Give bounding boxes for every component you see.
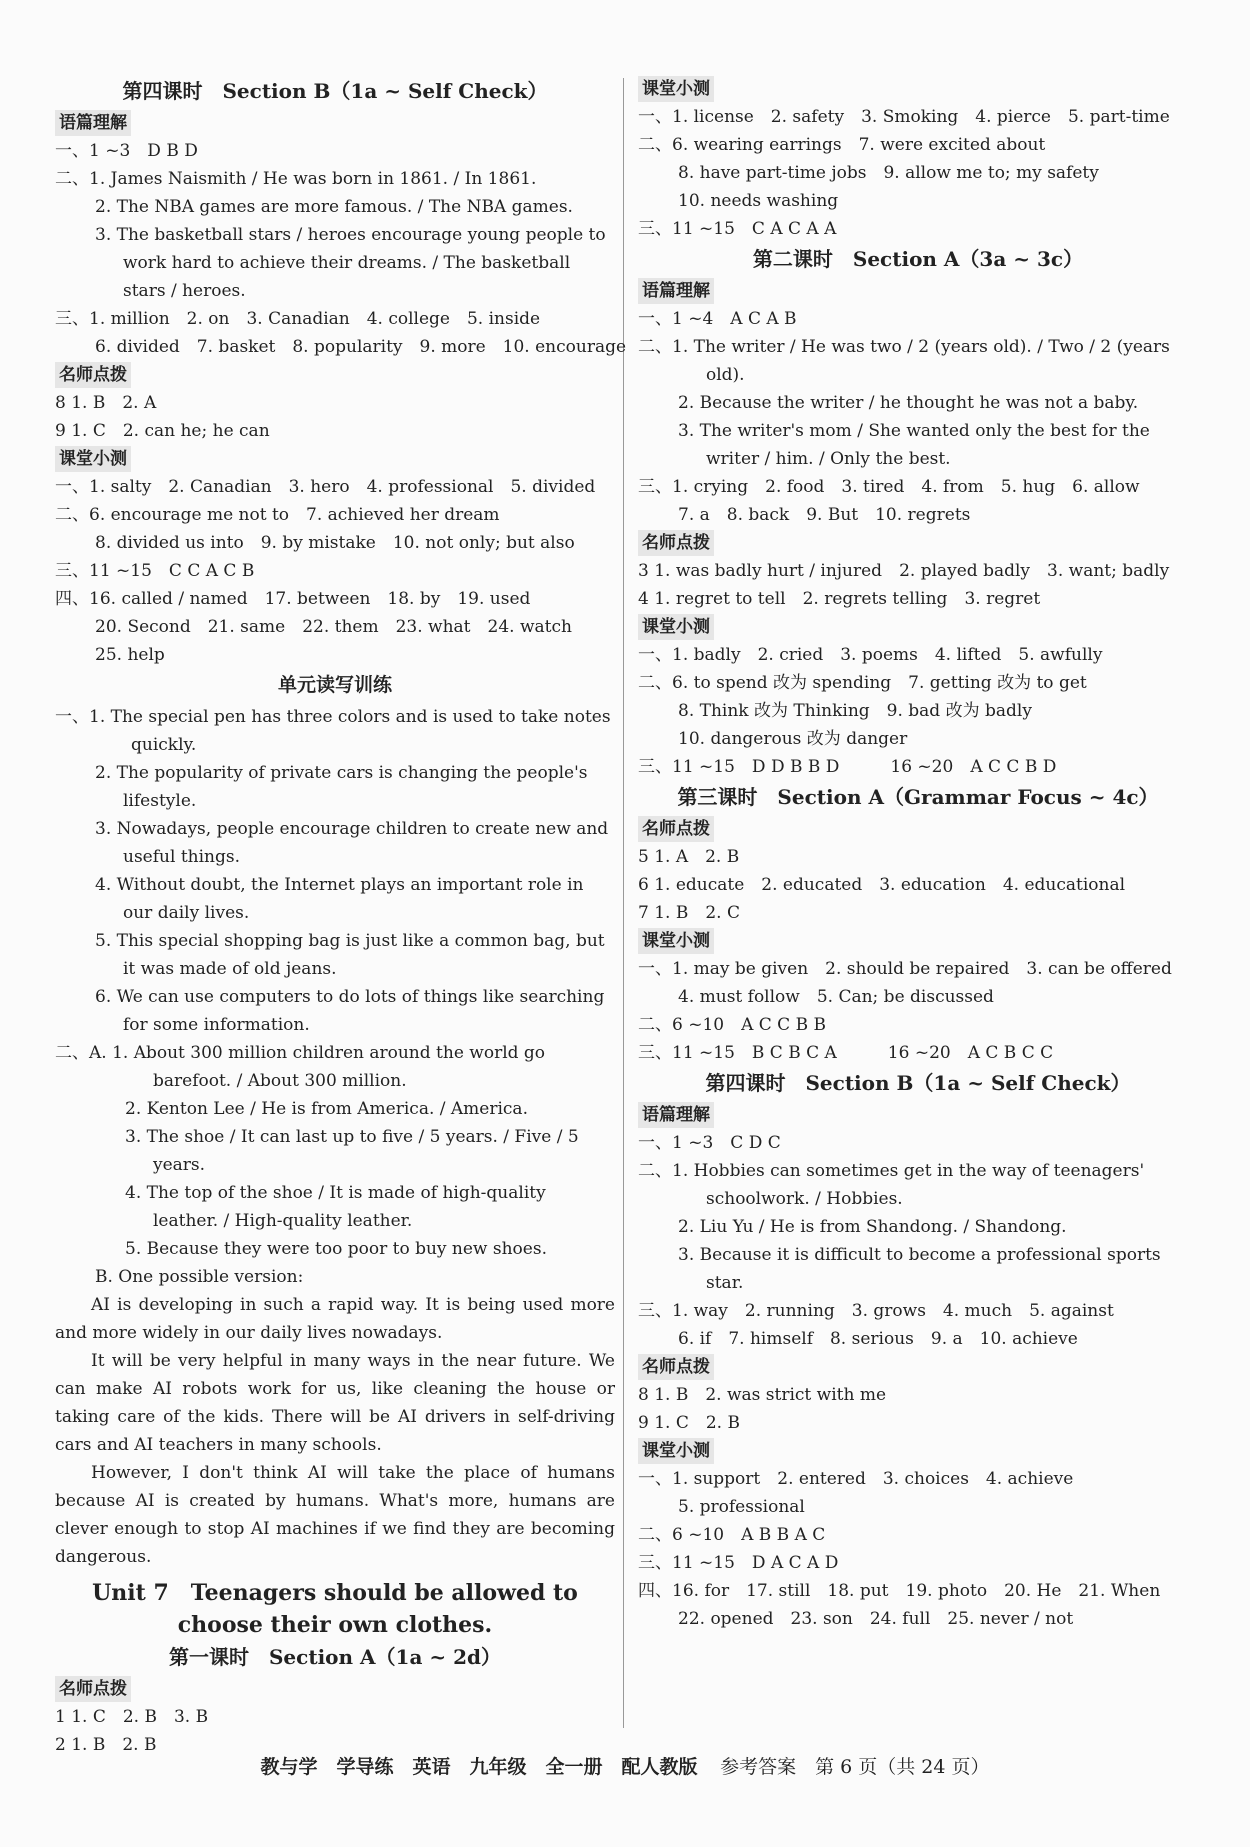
answer-line: 一、1. The special pen has three colors and is used to take notes quickly. xyxy=(55,707,611,755)
answer-line: 2. The popularity of private cars is changing the people's lifestyle. xyxy=(95,763,588,811)
unit-title-line: choose their own clothes. xyxy=(177,1612,493,1638)
answer-line: 一、1. license 2. safety 3. Smoking 4. pierce 5. part-time xyxy=(638,107,1170,127)
answer-line: 2. Because the writer / he thought he was not a baby. xyxy=(678,393,1139,413)
answer-line: 8 1. B 2. A xyxy=(55,393,157,413)
answer-line: 2 1. B 2. B xyxy=(55,1735,157,1755)
answer-line: 3 1. was badly hurt / injured 2. played badly 3. want; badly xyxy=(638,561,1170,581)
answer-line: 4. must follow 5. Can; be discussed xyxy=(678,987,994,1007)
answer-line: 7. a 8. back 9. But 10. regrets xyxy=(678,505,971,525)
section-label: 课堂小测 xyxy=(638,928,714,954)
answer-line: 3. The shoe / It can last up to five / 5 years. / Five / 5 years. xyxy=(125,1127,579,1175)
answer-line: 9 1. C 2. B xyxy=(638,1413,740,1433)
answer-line: 二、A. 1. About 300 million children around the world go barefoot. / About 300 million. xyxy=(55,1043,546,1091)
section-label: 名师点拨 xyxy=(55,1676,131,1702)
answer-line: 二、6. to spend 改为 spending 7. getting 改为 to get xyxy=(638,673,1087,693)
answer-line: 5 1. A 2. B xyxy=(638,847,740,867)
answer-line: 8. divided us into 9. by mistake 10. not only; but also xyxy=(95,533,575,553)
answer-line: 二、6 ~10 A B B A C xyxy=(638,1525,826,1545)
unit-title xyxy=(55,1577,615,1641)
answer-line: 三、1. million 2. on 3. Canadian 4. college 5. inside xyxy=(55,309,541,329)
answer-line: 6. divided 7. basket 8. popularity 9. more 10. encourage xyxy=(95,337,627,357)
answer-line: 7 1. B 2. C xyxy=(638,903,740,923)
answer-line: 1 1. C 2. B 3. B xyxy=(55,1707,209,1727)
unit-title-line: Unit 7 Teenagers should be allowed to xyxy=(92,1580,578,1606)
answer-line: 二、6. wearing earrings 7. were excited about xyxy=(638,135,1046,155)
answer-line: 一、1. support 2. entered 3. choices 4. achieve xyxy=(638,1469,1074,1489)
answer-line: 6. if 7. himself 8. serious 9. a 10. achieve xyxy=(678,1329,1078,1349)
answer-line: 一、1 ~4 A C A B xyxy=(638,309,797,329)
answer-line: 四、16. called / named 17. between 18. by 19. used xyxy=(55,589,531,609)
column-divider xyxy=(623,78,624,1728)
answer-line: 三、11 ~15 D A C A D xyxy=(638,1553,839,1573)
answer-line: 三、1. way 2. running 3. grows 4. much 5. against xyxy=(638,1301,1114,1321)
answer-line: 三、11 ~15 C C A C B xyxy=(55,561,255,581)
answer-line: 25. help xyxy=(95,645,165,665)
right-column xyxy=(638,75,1198,1633)
answer-line: 二、6. encourage me not to 7. achieved her dream xyxy=(55,505,500,525)
section-label: 名师点拨 xyxy=(638,816,714,842)
answer-line: 4. The top of the shoe / It is made of high-quality leather. / High-quality leather. xyxy=(125,1183,546,1231)
section-label: 名师点拨 xyxy=(638,1354,714,1380)
essay-paragraph: It will be very helpful in many ways in the near future. We can make AI robots work for us, like cleaning the house or taking care of the kids. There will be AI drivers in self-driving cars and AI teachers in many schools. xyxy=(55,1351,615,1455)
answer-line: 2. Liu Yu / He is from Shandong. / Shandong. xyxy=(678,1217,1067,1237)
answer-line: 一、1. badly 2. cried 3. poems 4. lifted 5. awfully xyxy=(638,645,1103,665)
answer-line: 8 1. B 2. was strict with me xyxy=(638,1385,887,1405)
answer-line: B. One possible version: xyxy=(95,1267,304,1287)
section-label: 语篇理解 xyxy=(638,1102,714,1128)
section-label: 课堂小测 xyxy=(638,614,714,640)
answer-line: 3. The basketball stars / heroes encourage young people to work hard to achieve their dreams. / The basketball stars / heroes. xyxy=(95,225,606,301)
answer-line: 2. Kenton Lee / He is from America. / America. xyxy=(125,1099,528,1119)
footer-book-title: 教与学 学导练 英语 九年级 全一册 配人教版 xyxy=(260,1756,698,1778)
answer-line: 8. have part-time jobs 9. allow me to; my safety xyxy=(678,163,1099,183)
answer-line: 一、1. salty 2. Canadian 3. hero 4. professional 5. divided xyxy=(55,477,596,497)
section-title: 单元读写训练 xyxy=(277,674,392,696)
answer-line: 二、6 ~10 A C C B B xyxy=(638,1015,826,1035)
answer-line: 5. Because they were too poor to buy new shoes. xyxy=(125,1239,547,1259)
lesson-title: 第三课时 Section A（Grammar Focus ~ 4c） xyxy=(677,785,1159,809)
answer-line: 5. professional xyxy=(678,1497,805,1517)
answer-line: 5. This special shopping bag is just like a common bag, but it was made of old jeans. xyxy=(95,931,605,979)
lesson-title: 第四课时 Section B（1a ~ Self Check） xyxy=(705,1071,1131,1095)
answer-line: 一、1. may be given 2. should be repaired 3. can be offered xyxy=(638,959,1172,979)
answer-line: 3. Nowadays, people encourage children to create new and useful things. xyxy=(95,819,609,867)
left-column xyxy=(55,75,627,1759)
answer-line: 三、11 ~15 C A C A A xyxy=(638,219,837,239)
section-label: 名师点拨 xyxy=(55,362,131,388)
answer-line: 一、1 ~3 C D C xyxy=(638,1133,781,1153)
answer-line: 2. The NBA games are more famous. / The NBA games. xyxy=(95,197,573,217)
answer-line: 二、1. The writer / He was two / 2 (years old). / Two / 2 (years old). xyxy=(638,337,1170,385)
answer-line: 一、1 ~3 D B D xyxy=(55,141,198,161)
footer-page-info: 参考答案 第 6 页（共 24 页） xyxy=(720,1756,990,1778)
answer-line: 三、11 ~15 B C B C A 16 ~20 A C B C C xyxy=(638,1043,1054,1063)
section-label: 名师点拨 xyxy=(638,530,714,556)
section-label: 语篇理解 xyxy=(55,110,131,136)
answer-line: 20. Second 21. same 22. them 23. what 24. watch xyxy=(95,617,572,637)
answer-line: 10. needs washing xyxy=(678,191,839,211)
answer-line: 三、11 ~15 D D B B D 16 ~20 A C C B D xyxy=(638,757,1057,777)
answer-line: 二、1. James Naismith / He was born in 1861. / In 1861. xyxy=(55,169,537,189)
page-footer xyxy=(0,1752,1250,1779)
answer-line: 4. Without doubt, the Internet plays an important role in our daily lives. xyxy=(95,875,584,923)
answer-line: 3. Because it is difficult to become a professional sports star. xyxy=(678,1245,1161,1293)
answer-line: 6 1. educate 2. educated 3. education 4. educational xyxy=(638,875,1126,895)
answer-line: 3. The writer's mom / She wanted only the best for the writer / him. / Only the best. xyxy=(678,421,1150,469)
essay-paragraph: AI is developing in such a rapid way. It is being used more and more widely in our daily lives nowadays. xyxy=(55,1295,615,1343)
lesson-title: 第二课时 Section A（3a ~ 3c） xyxy=(752,247,1084,271)
section-label: 课堂小测 xyxy=(638,76,714,102)
answer-line: 10. dangerous 改为 danger xyxy=(678,729,908,749)
answer-line: 9 1. C 2. can he; he can xyxy=(55,421,270,441)
answer-line: 6. We can use computers to do lots of things like searching for some information. xyxy=(95,987,605,1035)
answer-line: 8. Think 改为 Thinking 9. bad 改为 badly xyxy=(678,701,1032,721)
section-label: 课堂小测 xyxy=(638,1438,714,1464)
section-label: 课堂小测 xyxy=(55,446,131,472)
section-label: 语篇理解 xyxy=(638,278,714,304)
essay-paragraph: However, I don't think AI will take the place of humans because AI is created by humans. What's more, humans are clever enough to stop AI machines if we find they are becoming dangerous. xyxy=(55,1463,615,1567)
answer-line: 4 1. regret to tell 2. regrets telling 3. regret xyxy=(638,589,1041,609)
lesson-title: 第四课时 Section B（1a ~ Self Check） xyxy=(122,79,548,103)
lesson-title: 第一课时 Section A（1a ~ 2d） xyxy=(168,1645,501,1669)
answer-line: 四、16. for 17. still 18. put 19. photo 20. He 21. When xyxy=(638,1581,1161,1601)
answer-line: 二、1. Hobbies can sometimes get in the way of teenagers' schoolwork. / Hobbies. xyxy=(638,1161,1145,1209)
answer-line: 三、1. crying 2. food 3. tired 4. from 5. hug 6. allow xyxy=(638,477,1140,497)
answer-line: 22. opened 23. son 24. full 25. never / not xyxy=(678,1609,1074,1629)
